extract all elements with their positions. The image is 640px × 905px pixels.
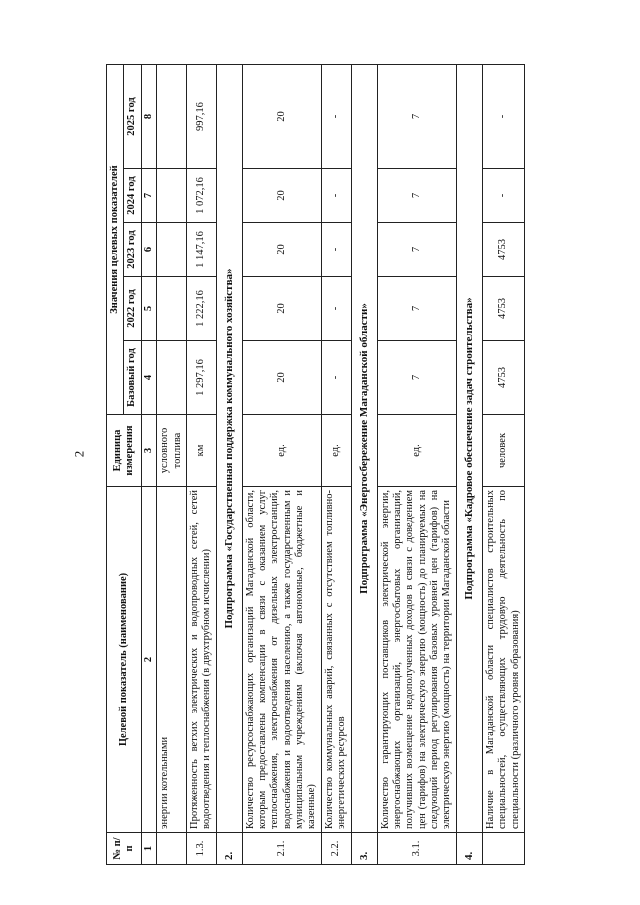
section-num: 4. <box>456 833 482 865</box>
row-name: энергии котельными <box>157 487 187 833</box>
row-name: Протяженность ветхих электрических и водопроводных сетей, сетей водоотведения и теплоснабжения (в двухтрубном исчислении) <box>186 487 216 833</box>
row-num <box>482 833 524 865</box>
row-unit: условного топлива <box>157 415 187 487</box>
row-2023: 1 147,16 <box>186 223 216 277</box>
row-unit: ед. <box>321 415 351 487</box>
row-2024: - <box>482 169 524 223</box>
row-2025: 20 <box>242 64 321 168</box>
row-2025 <box>157 64 187 168</box>
rotated-page-content <box>106 65 640 865</box>
row-2025: - <box>482 64 524 168</box>
row-2022: - <box>321 277 351 341</box>
row-name: Количество ресурсоснабжающих организаций Магаданской области, которым предоставлены компенсации в связи с оказанием услуг теплоснабжения, электроснабжения от дизельных электростанций, водоснабжения и водоотведения населению, а также государственным и муниципальным учреждениям (включая автономные, бюджетные и казенные) <box>242 487 321 833</box>
table-row <box>377 64 456 864</box>
header-2023: 2023 год <box>124 223 141 277</box>
col-number: 6 <box>141 223 156 277</box>
row-base <box>157 341 187 415</box>
section-num: 3. <box>351 833 377 865</box>
row-num: 1.3. <box>186 833 216 865</box>
row-num: 2.1. <box>242 833 321 865</box>
row-2025: - <box>321 64 351 168</box>
row-base: 4753 <box>482 341 524 415</box>
page-number: 2 <box>71 450 87 458</box>
table-row <box>186 64 216 864</box>
section-row <box>351 64 377 864</box>
header-2024: 2024 год <box>124 169 141 223</box>
row-name: Наличие в Магаданской области специалистов строительных специальностей, осуществляющих трудовую деятельность по специальности (различного уровня образования) <box>482 487 524 833</box>
section-title: Подпрограмма «Энергосбережение Магаданской области» <box>351 64 377 832</box>
col-number: 7 <box>141 169 156 223</box>
row-2024: 7 <box>377 169 456 223</box>
table-row <box>482 64 524 864</box>
table-row <box>242 64 321 864</box>
row-base: 1 297,16 <box>186 341 216 415</box>
row-2022: 7 <box>377 277 456 341</box>
row-2024: 20 <box>242 169 321 223</box>
section-title: Подпрограмма «Государственная поддержка коммунального хозяйства» <box>216 64 242 832</box>
row-2025: 7 <box>377 64 456 168</box>
header-2022: 2022 год <box>124 277 141 341</box>
row-unit: человек <box>482 415 524 487</box>
col-number: 2 <box>141 487 156 833</box>
row-2022: 4753 <box>482 277 524 341</box>
col-number: 8 <box>141 64 156 168</box>
row-unit: ед. <box>377 415 456 487</box>
row-num: 2.2. <box>321 833 351 865</box>
section-num: 2. <box>216 833 242 865</box>
row-base: 7 <box>377 341 456 415</box>
section-row <box>456 64 482 864</box>
row-name: Количество гарантирующих поставщиков электрической энергии, энергоснабжающих организаций, энергосбытовых организаций, получивших возмещение недополученных доходов в связи с доведением цен (тарифов) на электрическую энергию (мощность) до планируемых на следующий период регулирования базовых уровней цен (тарифов) на электрическую энергию (мощность) на территории Магаданской области <box>377 487 456 833</box>
header-unit: Единица измерения <box>107 415 142 487</box>
row-base: 20 <box>242 341 321 415</box>
row-2023: 20 <box>242 223 321 277</box>
section-title: Подпрограмма «Кадровое обеспечение задач строительства» <box>456 64 482 832</box>
row-2022: 20 <box>242 277 321 341</box>
row-num: 3.1. <box>377 833 456 865</box>
col-number: 1 <box>141 833 156 865</box>
row-2022 <box>157 277 187 341</box>
row-2024 <box>157 169 187 223</box>
row-2023: - <box>321 223 351 277</box>
col-number: 3 <box>141 415 156 487</box>
table-row <box>321 64 351 864</box>
row-2023 <box>157 223 187 277</box>
header-num: № п/п <box>107 833 142 865</box>
header-2025: 2025 год <box>124 64 141 168</box>
row-2023: 4753 <box>482 223 524 277</box>
row-num <box>157 833 187 865</box>
row-base: - <box>321 341 351 415</box>
section-row <box>216 64 242 864</box>
header-values-group: Значения целевых показателей <box>107 64 124 414</box>
column-number-row <box>141 64 156 864</box>
header-name: Целевой показатель (наименование) <box>107 487 142 833</box>
table-row <box>157 64 187 864</box>
col-number: 5 <box>141 277 156 341</box>
row-2024: 1 072,16 <box>186 169 216 223</box>
row-2023: 7 <box>377 223 456 277</box>
row-unit: ед. <box>242 415 321 487</box>
row-2022: 1 222,16 <box>186 277 216 341</box>
row-unit: км <box>186 415 216 487</box>
header-base-year: Базовый год <box>124 341 141 415</box>
row-2024: - <box>321 169 351 223</box>
col-number: 4 <box>141 341 156 415</box>
row-name: Количество коммунальных аварий, связанных с отсутствием топливно-энергетических ресурсов <box>321 487 351 833</box>
row-2025: 997,16 <box>186 64 216 168</box>
target-indicators-table <box>106 64 525 865</box>
